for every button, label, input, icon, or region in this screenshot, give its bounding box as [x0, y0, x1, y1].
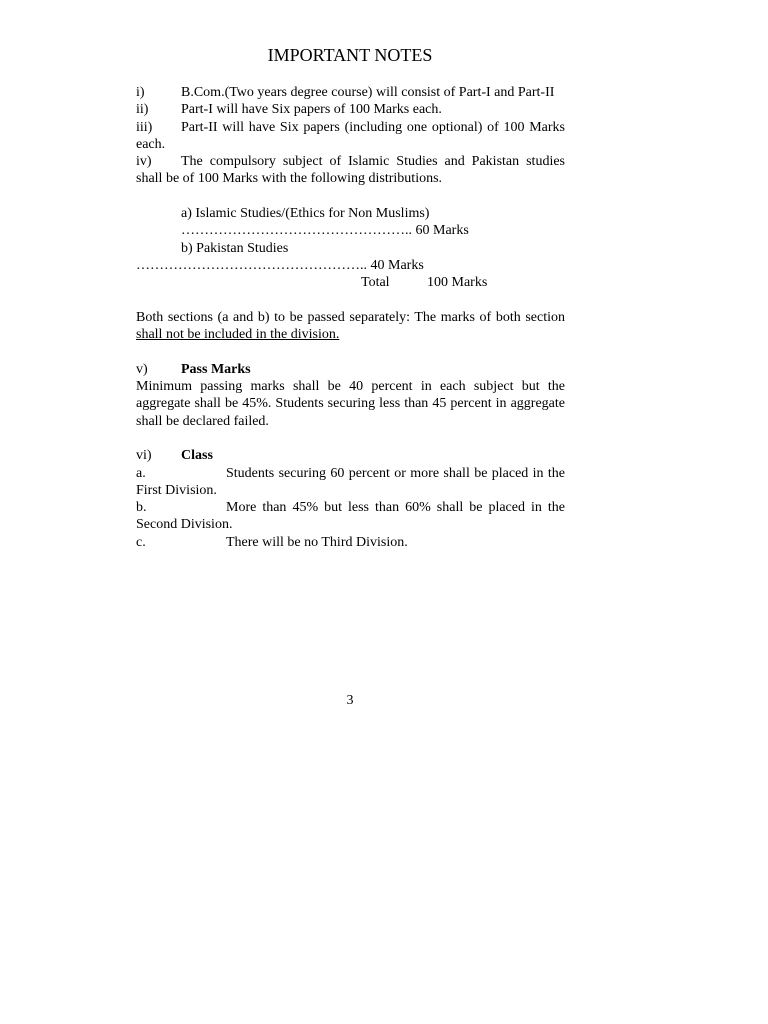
note-item-2	[136, 101, 565, 118]
item-text: Part-II will have Six papers (including one optional) of 100 Marks each.	[136, 119, 565, 152]
item-text: There will be no Third Division.	[226, 534, 408, 550]
page-title: IMPORTANT NOTES	[267, 45, 433, 65]
section-heading: Class	[181, 448, 213, 464]
total-value: 100 Marks	[427, 275, 488, 291]
distribution-b-label: b) Pakistan Studies	[181, 240, 289, 256]
class-item-a	[136, 465, 565, 500]
item-letter: c.	[136, 534, 146, 550]
note-item-1	[136, 84, 565, 101]
item-text: The compulsory subject of Islamic Studies and Pakistan studies shall be of 100 Marks with the following distributions.	[136, 154, 565, 187]
item-number: ii)	[136, 102, 149, 118]
distribution-total	[136, 274, 565, 291]
pass-marks-text: Minimum passing marks shall be 40 percent in each subject but the aggregate shall be 45%. Students securing less than 45 percent in aggregate shall be declared failed.	[136, 379, 565, 429]
page-number: 3	[346, 693, 354, 708]
distribution-b-marks: ………………………………………….. 40 Marks	[136, 257, 424, 273]
sections-note	[136, 309, 565, 344]
item-number: i)	[136, 85, 145, 100]
item-number: v)	[136, 361, 148, 377]
item-text: Part-I will have Six papers of 100 Marks each.	[181, 102, 442, 118]
note-item-4	[136, 153, 565, 188]
distribution-a-label: a) Islamic Studies/(Ethics for Non Muslims)	[181, 206, 430, 222]
item-number: iv)	[136, 154, 152, 170]
pass-marks-heading	[136, 361, 565, 378]
class-item-b	[136, 499, 565, 534]
item-letter: a.	[136, 465, 146, 481]
class-heading	[136, 447, 565, 464]
item-text: More than 45% but less than 60% shall be placed in the Second Division.	[136, 500, 565, 533]
item-letter: b.	[136, 500, 147, 516]
note-item-3	[136, 119, 565, 154]
total-label: Total	[361, 275, 390, 291]
item-text: B.Com.(Two years degree course) will consist of Part-I and Part-II	[181, 85, 555, 100]
item-text: Students securing 60 percent or more shall be placed in the First Division.	[136, 465, 565, 498]
item-number: iii)	[136, 119, 153, 135]
class-item-c	[136, 534, 565, 551]
distribution-a-marks: ………………………………………….. 60 Marks	[181, 223, 469, 239]
section-heading: Pass Marks	[181, 361, 251, 377]
document-body	[136, 84, 565, 551]
sections-note-underlined: shall not be included in the division.	[136, 327, 340, 343]
item-number: vi)	[136, 448, 152, 464]
sections-note-text: Both sections (a and b) to be passed separately: The marks of both section	[136, 309, 565, 325]
